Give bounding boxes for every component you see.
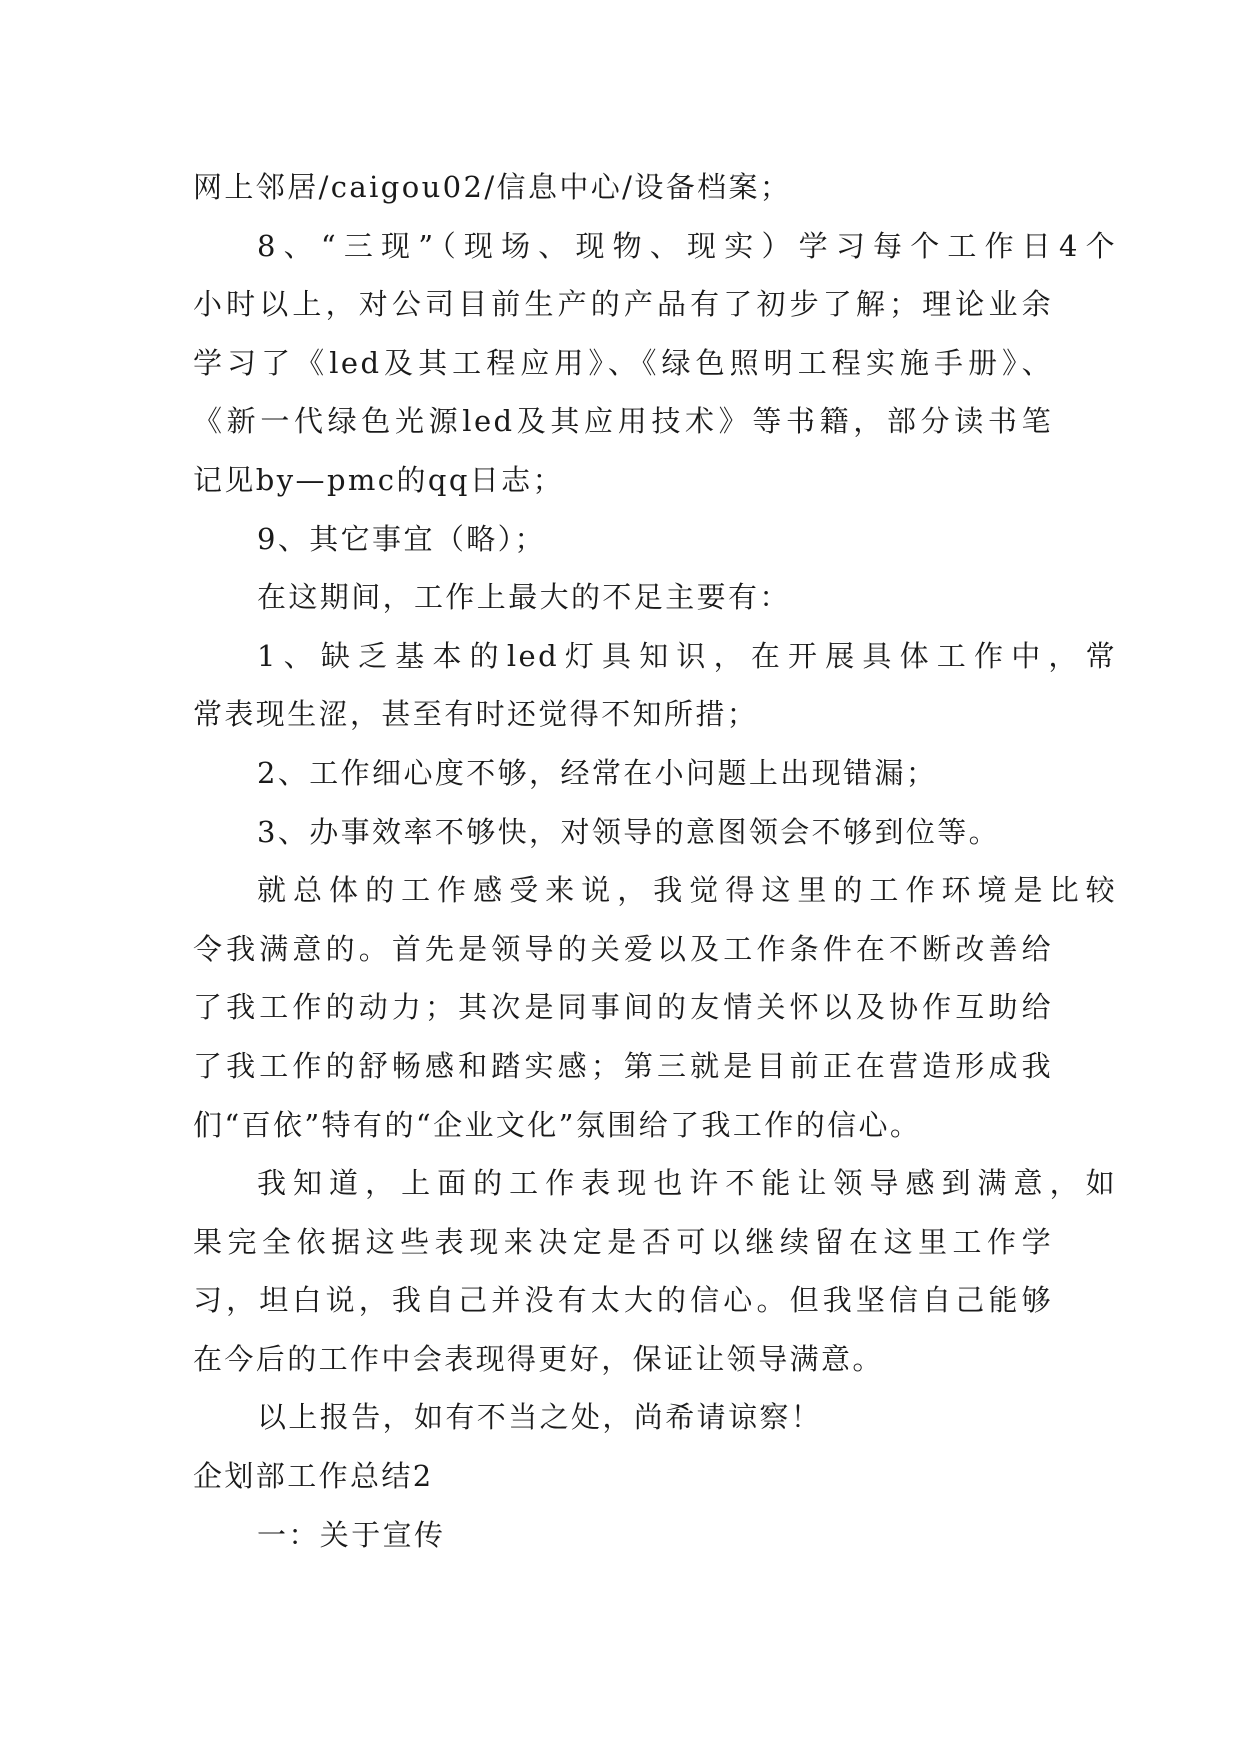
text-line: 3、办事效率不够快，对领导的意图领会不够到位等。 bbox=[257, 814, 1001, 849]
text-line: 了我工作的动力；其次是同事间的友情关怀以及协作互助给 bbox=[193, 990, 1053, 1025]
subsection-heading: 一：关于宣传 bbox=[257, 1517, 446, 1552]
text-line: 习，坦白说，我自己并没有太大的信心。但我坚信自己能够 bbox=[193, 1283, 1053, 1318]
text-line: 8、“三现”（现场、现物、现实）学习每个工作日4个 bbox=[257, 228, 1117, 263]
text-line: 在这期间，工作上最大的不足主要有： bbox=[257, 580, 791, 615]
section-heading: 企划部工作总结2 bbox=[193, 1459, 434, 1494]
text-line: 小时以上，对公司目前生产的产品有了初步了解；理论业余 bbox=[193, 287, 1053, 322]
text-line: 9、其它事宜（略）； bbox=[257, 521, 546, 556]
text-line: 1、缺乏基本的led灯具知识，在开展具体工作中，常 bbox=[257, 638, 1117, 673]
text-line: 常表现生涩，甚至有时还觉得不知所措； bbox=[193, 697, 759, 732]
text-line: 2、工作细心度不够，经常在小问题上出现错漏； bbox=[257, 755, 938, 790]
text-line: 我知道，上面的工作表现也许不能让领导感到满意，如 bbox=[257, 1166, 1117, 1201]
text-line: 们“百依”特有的“企业文化”氛围给了我工作的信心。 bbox=[193, 1107, 922, 1142]
text-line: 令我满意的。首先是领导的关爱以及工作条件在不断改善给 bbox=[193, 931, 1053, 966]
text-line: 了我工作的舒畅感和踏实感；第三就是目前正在营造形成我 bbox=[193, 1048, 1053, 1083]
text-line: 在今后的工作中会表现得更好，保证让领导满意。 bbox=[193, 1341, 884, 1376]
text-line: 网上邻居/caigou02/信息中心/设备档案； bbox=[193, 170, 792, 204]
text-line: 记见by—pmc的qq日志； bbox=[193, 462, 564, 497]
text-line: 就总体的工作感受来说，我觉得这里的工作环境是比较 bbox=[257, 873, 1117, 908]
document-body bbox=[193, 158, 1117, 1564]
text-line: 果完全依据这些表现来决定是否可以继续留在这里工作学 bbox=[193, 1224, 1053, 1259]
text-line: 《新一代绿色光源led及其应用技术》等书籍，部分读书笔 bbox=[193, 404, 1053, 439]
text-line: 学习了《led及其工程应用》、《绿色照明工程实施手册》、 bbox=[193, 345, 1053, 380]
text-line: 以上报告，如有不当之处，尚希请谅察！ bbox=[257, 1400, 823, 1435]
